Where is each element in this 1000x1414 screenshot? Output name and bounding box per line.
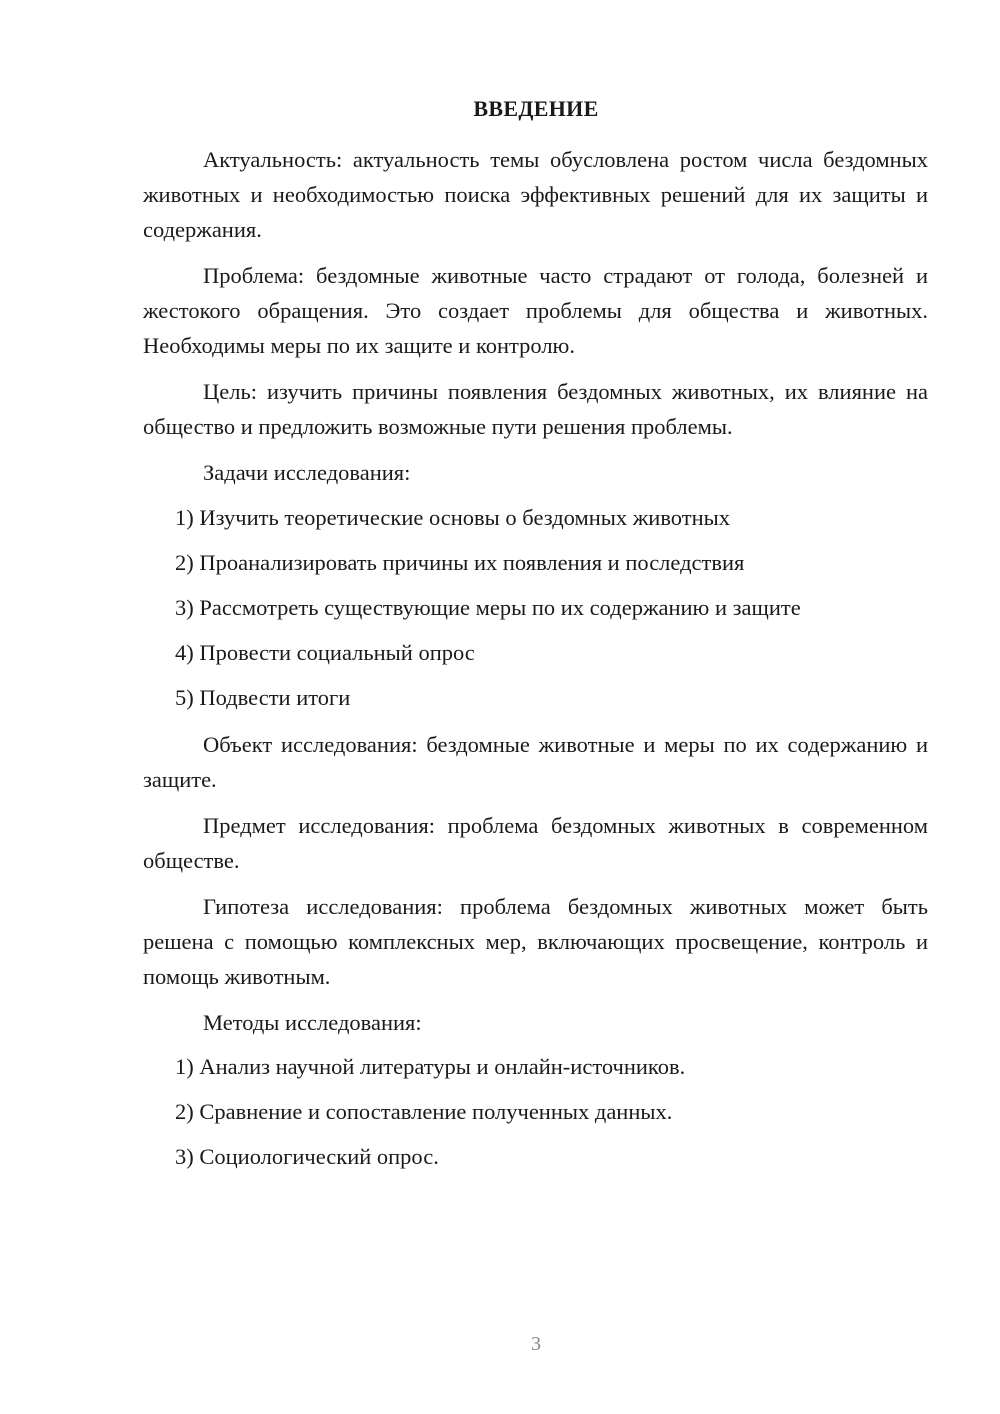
paragraph-hypothesis bbox=[143, 889, 928, 994]
method-item: 1) Анализ научной литературы и онлайн-источников. bbox=[175, 1054, 686, 1079]
task-item: 4) Провести социальный опрос bbox=[175, 640, 475, 665]
paragraph-methods-title bbox=[143, 1005, 928, 1040]
object-text: Объект исследования: бездомные животные и меры по их содержанию и защите. bbox=[143, 732, 928, 792]
task-item: 5) Подвести итоги bbox=[175, 685, 351, 710]
paragraph-subject bbox=[143, 808, 928, 878]
paragraph-tasks-title bbox=[143, 455, 928, 490]
paragraph-goal bbox=[143, 374, 928, 444]
page-number: 3 bbox=[531, 1333, 541, 1355]
paragraph-relevance bbox=[143, 142, 928, 247]
task-item: 1) Изучить теоретические основы о бездомных животных bbox=[175, 505, 730, 530]
methods-title-text: Методы исследования: bbox=[203, 1010, 422, 1035]
subject-text: Предмет исследования: проблема бездомных животных в современном обществе. bbox=[143, 813, 928, 873]
hypothesis-text: Гипотеза исследования: проблема бездомных животных может быть решена с помощью комплексных мер, включающих просвещение, контроль и помощь животным. bbox=[143, 894, 928, 989]
problem-text: Проблема: бездомные животные часто страдают от голода, болезней и жестокого обращения. Это создает проблемы для общества и животных. Необходимы меры по их защите и контролю. bbox=[143, 263, 928, 358]
task-item: 2) Проанализировать причины их появления и последствия bbox=[175, 550, 745, 575]
paragraph-object bbox=[143, 727, 928, 797]
method-item: 2) Сравнение и сопоставление полученных данных. bbox=[175, 1099, 673, 1124]
section-heading: ВВЕДЕНИЕ bbox=[473, 96, 599, 121]
goal-text: Цель: изучить причины появления бездомных животных, их влияние на общество и предложить возможные пути решения проблемы. bbox=[143, 379, 928, 439]
relevance-text: Актуальность: актуальность темы обусловлена ростом числа бездомных животных и необходимостью поиска эффективных решений для их защиты и содержания. bbox=[143, 147, 928, 242]
method-item: 3) Социологический опрос. bbox=[175, 1144, 439, 1169]
tasks-title-text: Задачи исследования: bbox=[203, 460, 411, 485]
paragraph-problem bbox=[143, 258, 928, 363]
task-item: 3) Рассмотреть существующие меры по их содержанию и защите bbox=[175, 595, 801, 620]
